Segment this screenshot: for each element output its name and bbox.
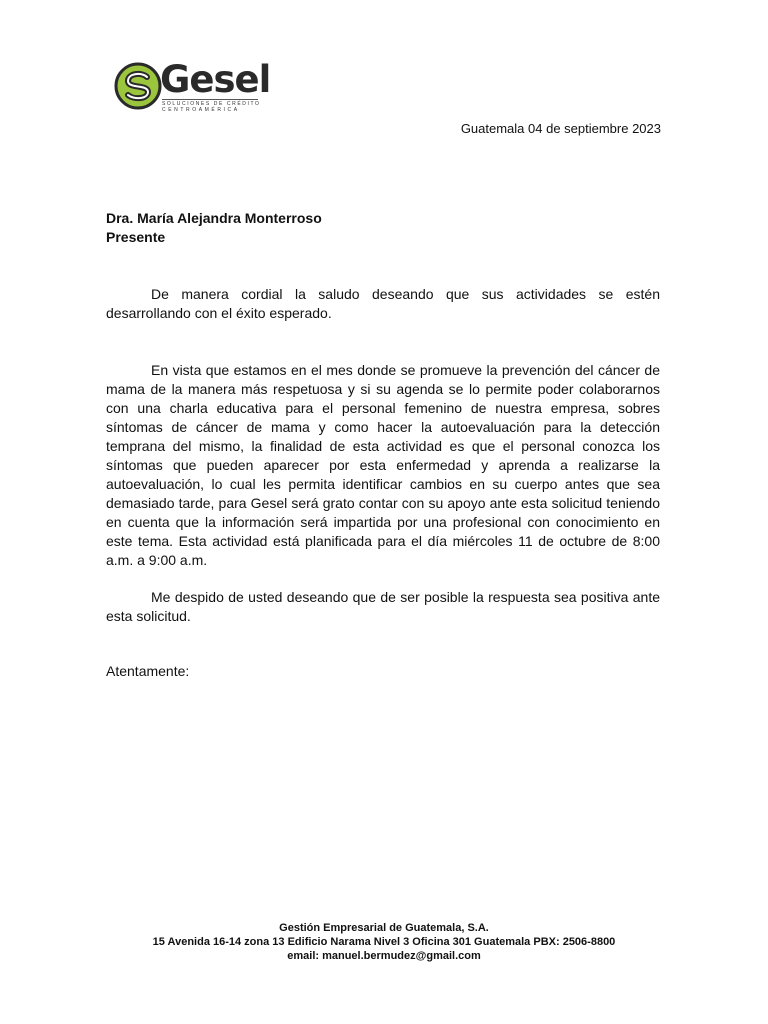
- footer-company: Gestión Empresarial de Guatemala, S.A.: [279, 922, 489, 934]
- recipient-name: Dra. María Alejandra Monterroso: [106, 210, 322, 226]
- footer-email: email: manuel.bermudez@gmail.com: [287, 950, 481, 962]
- gesel-logo-icon: [114, 60, 162, 112]
- logo-wordmark: Gesel: [160, 58, 271, 101]
- paragraph-greeting: De manera cordial la saludo deseando que sus actividades se estén desarrollando con el éxito esperado.: [106, 286, 660, 321]
- recipient-salutation: Presente: [106, 229, 166, 245]
- footer: [0, 921, 768, 963]
- recipient-block: [106, 209, 322, 247]
- letter-date: Guatemala 04 de septiembre 2023: [460, 121, 661, 136]
- footer-address: 15 Avenida 16-14 zona 13 Edificio Narama Nivel 3 Oficina 301 Guatemala PBX: 2506-8800: [152, 936, 616, 948]
- paragraph-farewell: Me despido de usted deseando que de ser posible la respuesta sea positiva ante esta solicitud.: [106, 589, 660, 624]
- closing: Atentamente:: [106, 663, 190, 679]
- logo-tagline: SOLUCIONES DE CRÉDITO: [162, 101, 261, 107]
- logo-region: CENTROAMÉRICA: [162, 107, 240, 113]
- company-logo: [114, 58, 271, 116]
- paragraph-request: En vista que estamos en el mes donde se promueve la prevención del cáncer de mama de la manera más respetuosa y si su agenda se lo permite poder colaborarnos con una charla educativa para el personal femenino de nuestra empresa, sobres síntomas de cáncer de mama y como hacer la autoevaluación para la detección temprana del mismo, la finalidad de esta actividad es que el personal conozca los síntomas que pueden aparecer por esta enfermedad y aprenda a realizarse la autoevaluación, lo cual les permita identificar cambios en su cuerpo antes que sea demasiado tarde, para Gesel será grato contar con su apoyo ante esta solicitud teniendo en cuenta que la información será impartida por una profesional con conocimiento en este tema. Esta actividad está planificada para el día miércoles 11 de octubre de 8:00 a.m. a 9:00 a.m.: [106, 362, 660, 568]
